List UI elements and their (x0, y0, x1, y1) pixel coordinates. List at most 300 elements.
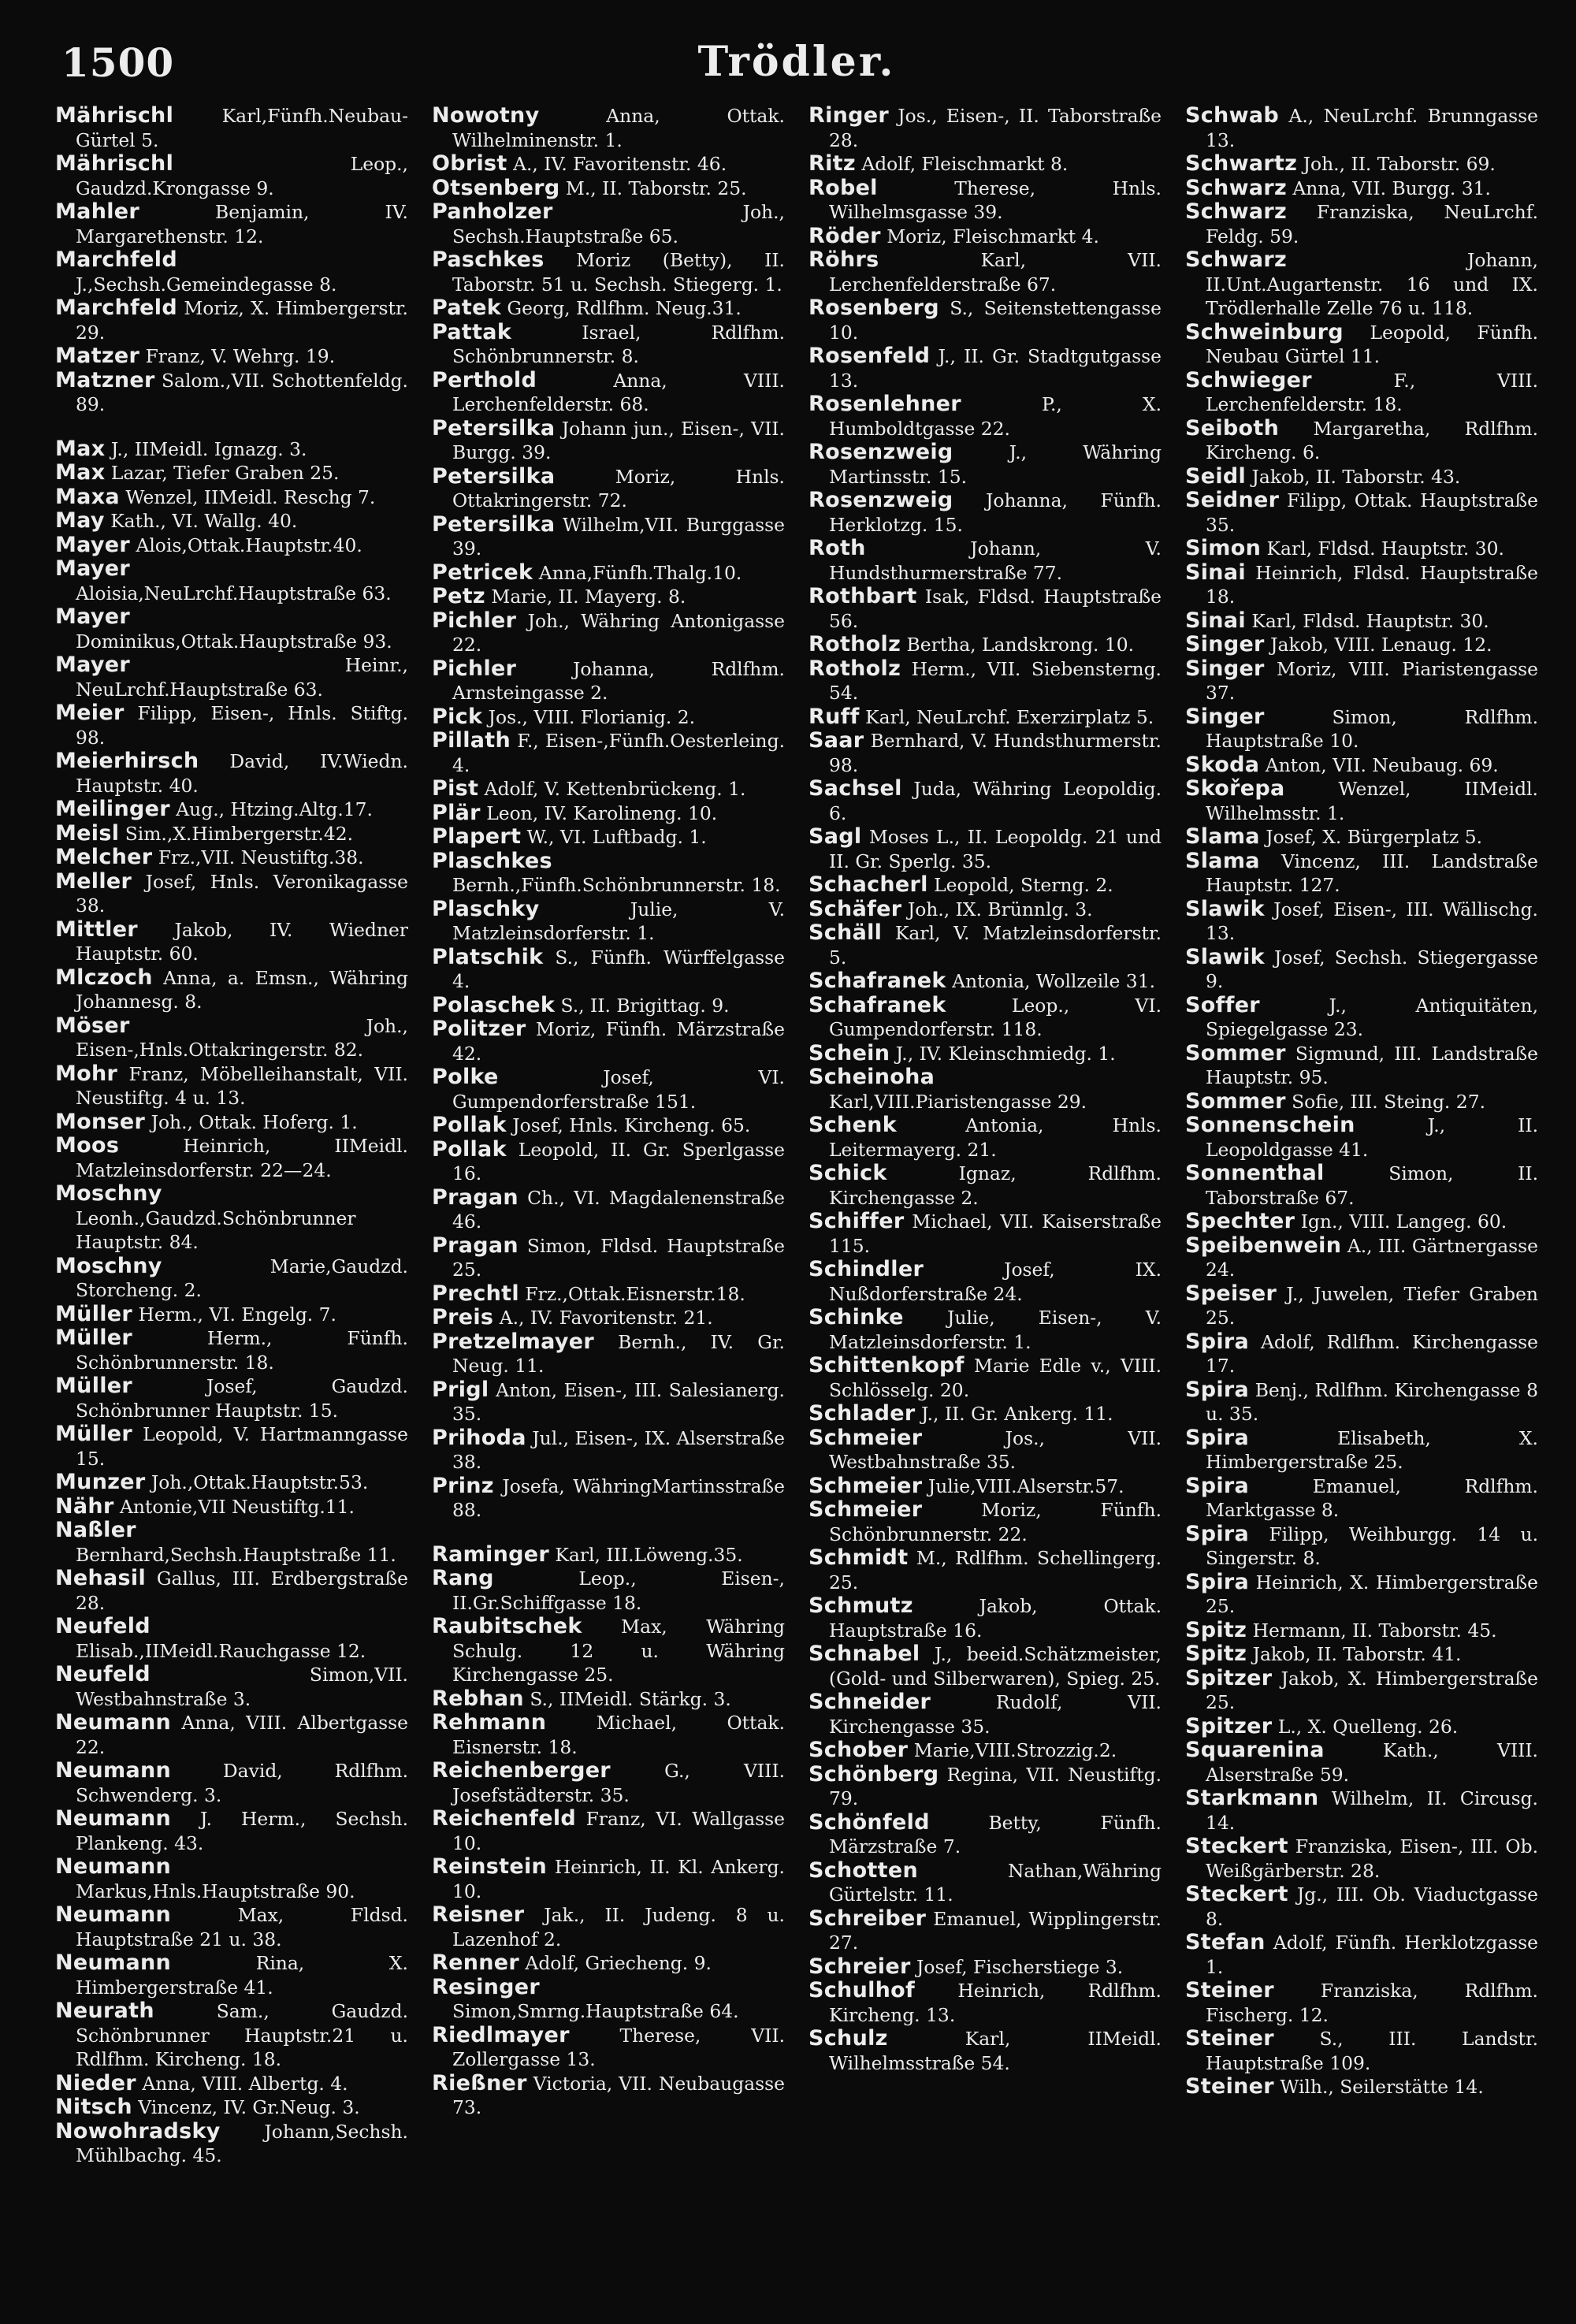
entry-details: Josefa, WähringMartinsstraße 88. (452, 1474, 785, 1521)
directory-entry (1185, 1642, 1538, 1667)
entry-name: Seiboth (1185, 415, 1280, 441)
directory-entry (55, 1855, 408, 1903)
directory-entry (1185, 1979, 1538, 2027)
entry-details: Josef, Fischerstiege 3. (916, 1955, 1124, 1978)
directory-entry (808, 633, 1162, 657)
entry-name: Neumann (55, 1806, 172, 1831)
entry-details: Jakob, Ottak. Hauptstraße 16. (829, 1595, 1162, 1642)
entry-details: Marie Edle v., VIII. Schlösselg. 20. (829, 1355, 1162, 1401)
directory-entry (808, 1042, 1162, 1066)
entry-details: Joh., Eisen-,Hnls.Ottakringerstr. 82. (76, 1014, 408, 1061)
entry-details: Jakob, X. Himbergerstraße 25. (1206, 1667, 1538, 1713)
entry-name: Prechtl (432, 1281, 519, 1306)
entry-details: Joh., Sechsh.Hauptstraße 65. (452, 201, 785, 247)
entry-details: J., IV. Kleinschmiedg. 1. (895, 1042, 1116, 1065)
entry-name: Max (55, 460, 106, 485)
entry-name: Skoda (1185, 752, 1260, 777)
directory-entry (432, 248, 785, 296)
directory-entry (432, 850, 785, 898)
entry-details: Anton, VII. Neubaug. 69. (1265, 753, 1499, 776)
entry-name: Roth (808, 536, 866, 560)
directory-entry (1185, 2027, 1538, 2075)
directory-entry (808, 1955, 1162, 1980)
entry-details: Emanuel, Wipplingerstr. 27. (829, 1907, 1162, 1954)
entry-details: Josef, Eisen-, III. Wällischg. 13. (1206, 898, 1538, 944)
entry-name: Obrist (432, 151, 507, 176)
entry-details: Adolf, Griecheng. 9. (525, 1952, 712, 1974)
entry-details: Lazar, Tiefer Graben 25. (110, 462, 340, 484)
entry-details: A., IV. Favoritenstr. 46. (513, 153, 727, 175)
entry-name: Seidl (1185, 463, 1247, 489)
entry-details: Aloisia,NeuLrchf.Hauptstraße 63. (76, 582, 392, 604)
entry-details: Frz.,Ottak.Eisnerstr.18. (525, 1282, 745, 1305)
directory-entry (55, 344, 408, 369)
entry-name: Schmeier (808, 1497, 923, 1522)
entry-name: Plapert (432, 824, 522, 849)
directory-entry (432, 994, 785, 1018)
entry-name: Schiffer (808, 1209, 905, 1233)
entry-name: Schulhof (808, 1978, 916, 2002)
entry-name: Raminger (432, 1541, 549, 1567)
entry-details: Marie, II. Mayerg. 8. (491, 586, 686, 608)
entry-details: Bertha, Landskrong. 10. (906, 634, 1135, 656)
entry-name: Plär (432, 800, 481, 825)
entry-name: Spira (1185, 1521, 1250, 1546)
directory-entry (1185, 825, 1538, 850)
directory-entry (55, 437, 408, 462)
entry-details: Herm., VII. Siebensterng. 54. (829, 657, 1162, 704)
directory-entry (432, 200, 785, 248)
entry-name: Soffer (1185, 992, 1260, 1017)
entry-name: Mayer (55, 532, 130, 557)
directory-entry (432, 1138, 785, 1186)
entry-name: Pichler (432, 656, 517, 681)
directory-entry (808, 729, 1162, 777)
entry-details: Adolf, Rdlfhm. Kirchengasse 17. (1206, 1330, 1538, 1377)
directory-entry (55, 509, 408, 534)
entry-details: Moses L., II. Leopoldg. 21 und II. Gr. Sperlg. 35. (829, 826, 1162, 872)
entry-details: Karl,VIII.Piaristengasse 29. (829, 1090, 1087, 1113)
entry-details: Gallus, III. Erdbergstraße 28. (76, 1567, 408, 1614)
directory-entry (432, 417, 785, 465)
directory-entry (55, 1663, 408, 1711)
entry-details: Anna, Ottak. Wilhelminenstr. 1. (452, 105, 785, 151)
entry-name: Prigl (432, 1377, 489, 1402)
directory-entry (432, 1687, 785, 1712)
entry-details: Jg., III. Ob. Viaductgasse 8. (1206, 1883, 1538, 1930)
directory-entry (55, 200, 408, 248)
entry-details: Leopold, Sterng. 2. (934, 874, 1113, 896)
entry-name: Rebhan (432, 1686, 524, 1711)
entry-name: Preis (432, 1305, 494, 1329)
directory-entry (808, 225, 1162, 249)
column-2 (432, 104, 785, 2303)
entry-name: Spitzer (1185, 1713, 1273, 1738)
entry-details: P., X. Humboldtgasse 22. (829, 393, 1162, 440)
entry-details: Rudolf, VII. Kirchengasse 35. (829, 1691, 1162, 1738)
directory-entry (432, 1807, 785, 1855)
entry-details: Heinrich, Fldsd. Hauptstraße 18. (1206, 561, 1538, 608)
directory-entry (1185, 200, 1538, 248)
directory-entry (55, 1495, 408, 1519)
directory-entry (808, 1738, 1162, 1763)
page-header (55, 32, 1538, 104)
entry-details: Vincenz, III. Landstraße Hauptstr. 127. (1206, 850, 1538, 896)
entry-details: S., III. Landstr. Hauptstraße 109. (1206, 2028, 1538, 2074)
entry-name: Moschny (55, 1253, 162, 1278)
entry-name: Mlczoch (55, 965, 153, 990)
entry-name: Schulz (808, 2026, 888, 2051)
entry-name: Röhrs (808, 247, 879, 272)
directory-entry (55, 296, 408, 344)
directory-entry (1185, 1571, 1538, 1619)
entry-name: Spira (1185, 1377, 1250, 1402)
entry-details: Heinr., NeuLrchf.Hauptstraße 63. (76, 654, 408, 701)
entry-name: Schmeier (808, 1425, 923, 1450)
directory-entry (55, 1110, 408, 1135)
entry-name: Rotholz (808, 656, 901, 681)
directory-entry (1185, 248, 1538, 321)
directory-entry (1185, 1619, 1538, 1643)
directory-entry (808, 705, 1162, 730)
directory-entry (432, 1114, 785, 1138)
entry-details: Karl,Fünfh.Neubau-Gürtel 5. (76, 105, 408, 151)
entry-details: Leopold, II. Gr. Sperlgasse 16. (452, 1138, 785, 1184)
entry-name: Reichenfeld (432, 1806, 577, 1831)
directory-entry (1185, 1474, 1538, 1523)
entry-details: F., VIII. Lerchenfelderstr. 18. (1206, 369, 1538, 415)
directory-entry (1185, 1738, 1538, 1787)
entry-name: Pollak (432, 1136, 507, 1162)
directory-entry (55, 798, 408, 822)
directory-entry (55, 1615, 408, 1663)
entry-name: Slama (1185, 848, 1260, 873)
entry-details: Karl, IIMeidl. Wilhelmsstraße 54. (829, 2028, 1162, 2074)
entry-details: Josef, IX. Nußdorferstraße 24. (829, 1259, 1162, 1305)
entry-name: Prihoda (432, 1425, 526, 1450)
entry-name: Ritz (808, 151, 856, 176)
directory-entry (808, 1354, 1162, 1402)
directory-entry (432, 465, 785, 513)
entry-details: Jak., II. Judeng. 8 u. Lazenhof 2. (452, 1904, 785, 1950)
entry-name: Sachsel (808, 776, 902, 801)
directory-entry (808, 1642, 1162, 1690)
entry-name: Meisl (55, 820, 120, 846)
entry-details: Johann, V. Hundsthurmerstraße 77. (829, 537, 1162, 584)
entry-details: Ign., VIII. Langeg. 60. (1300, 1210, 1507, 1233)
entry-name: Monser (55, 1109, 146, 1134)
entry-name: Slawik (1185, 944, 1265, 969)
directory-entry (1185, 2075, 1538, 2099)
directory-entry (808, 1907, 1162, 1955)
entry-name: Müller (55, 1422, 133, 1446)
entry-name: Renner (432, 1950, 519, 1975)
directory-entry (55, 1422, 408, 1471)
directory-entry (808, 1979, 1162, 2027)
directory-entry (432, 1378, 785, 1426)
directory-entry (432, 321, 785, 369)
entry-details: Johann, II.Unt.Augartenstr. 16 und IX. Trödlerhalle Zelle 76 u. 118. (1206, 249, 1538, 319)
entry-details: Filipp, Ottak. Hauptstraße 35. (1206, 489, 1538, 536)
directory-entry (432, 1426, 785, 1474)
entry-name: Petersilka (432, 415, 556, 441)
directory-entry (1185, 994, 1538, 1042)
entry-details: Heinrich, II. Kl. Ankerg. 10. (452, 1856, 785, 1902)
directory-entry (55, 485, 408, 510)
directory-entry (1185, 489, 1538, 537)
entry-name: Müller (55, 1301, 133, 1326)
directory-entry (432, 825, 785, 850)
entry-name: Squarenina (1185, 1738, 1325, 1762)
directory-entry (432, 1543, 785, 1567)
entry-details: Karl, Fldsd. Hauptstr. 30. (1266, 537, 1504, 560)
directory-entry (55, 870, 408, 918)
entry-name: Moschny (55, 1181, 162, 1206)
directory-entry (432, 2024, 785, 2072)
entry-name: Schindler (808, 1257, 924, 1281)
entry-details: Jakob, IV. Wiedner Hauptstr. 60. (76, 918, 408, 965)
directory-entry (55, 1182, 408, 1255)
entry-details: Betty, Fünfh. Märzstraße 7. (829, 1811, 1162, 1857)
directory-entry (808, 1258, 1162, 1306)
entry-details: Bernh.,Fünfh.Schönbrunnerstr. 18. (452, 874, 781, 896)
directory-entry (808, 969, 1162, 994)
directory-entry (55, 822, 408, 846)
entry-details: Israel, Rdlfhm. Schönbrunnerstr. 8. (452, 321, 785, 367)
directory-entry (808, 248, 1162, 296)
entry-name: Steckert (1185, 1834, 1288, 1858)
entry-details: Benj., Rdlfhm. Kirchengasse 8 u. 35. (1206, 1378, 1538, 1425)
entry-name: Speiser (1185, 1281, 1277, 1306)
entry-name: Sonnenschein (1185, 1113, 1355, 1137)
entry-details: Julie,VIII.Alserstr.57. (927, 1474, 1124, 1497)
entry-details: Adolf, V. Kettenbrückeng. 1. (484, 778, 746, 800)
entry-details: Karl, Fldsd. Hauptstr. 30. (1251, 609, 1489, 632)
directory-entry (432, 898, 785, 946)
entry-details: Anton, Eisen-, III. Salesianerg. 35. (452, 1378, 785, 1425)
entry-name: Neufeld (55, 1614, 151, 1638)
entry-details: Jakob, VIII. Lenaug. 12. (1270, 634, 1492, 656)
entry-details: Frz.,VII. Neustiftg.38. (158, 846, 364, 868)
entry-name: Schotten (808, 1857, 918, 1883)
entry-details: J., IIMeidl. Ignazg. 3. (110, 437, 307, 460)
entry-details: Adolf, Fleischmarkt 8. (861, 153, 1069, 175)
entry-name: Petersilka (432, 511, 556, 537)
entry-name: Spira (1185, 1329, 1250, 1354)
entry-name: Naßler (55, 1518, 136, 1542)
directory-entry (432, 1903, 785, 1951)
directory-entry (808, 1474, 1162, 1499)
directory-entry (432, 1474, 785, 1523)
entry-name: Moos (55, 1133, 120, 1158)
entry-name: Schwieger (1185, 367, 1312, 392)
entry-name: Rang (432, 1566, 494, 1590)
entry-name: Simon (1185, 536, 1262, 560)
directory-entry (808, 777, 1162, 825)
entry-name: Spira (1185, 1569, 1250, 1594)
entry-details: Wenzel, IIMeidl. Reschg 7. (125, 485, 376, 508)
entry-details: J., II. Gr. Stadtgutgasse 13. (829, 345, 1162, 392)
entry-details: Regina, VII. Neustiftg. 79. (829, 1763, 1162, 1809)
entry-name: Prinz (432, 1473, 494, 1498)
entry-name: Paschkes (432, 247, 545, 272)
entry-details: Wilh., Seilerstätte 14. (1280, 2076, 1484, 2098)
entry-details: S., II. Brigittag. 9. (560, 994, 730, 1017)
directory-entry (432, 104, 785, 152)
directory-entry (1185, 1282, 1538, 1330)
entry-name: Politzer (432, 1017, 526, 1041)
entry-details: Anna, a. Emsn., Währing Johannesg. 8. (76, 966, 408, 1013)
entry-name: Sinai (1185, 608, 1246, 633)
entry-name: Schönfeld (808, 1809, 930, 1835)
directory-entry (55, 966, 408, 1014)
entry-name: Platschik (432, 944, 544, 969)
directory-entry (55, 1951, 408, 1999)
entry-details: Anna, VIII. Albertg. 4. (142, 2072, 348, 2095)
directory-entry (55, 1374, 408, 1422)
entry-name: Neufeld (55, 1662, 151, 1686)
entry-name: Perthold (432, 367, 537, 392)
entry-details: Moriz, Hnls. Ottakringerstr. 72. (452, 465, 785, 511)
entry-details: Leopold, V. Hartmanngasse 15. (76, 1423, 408, 1470)
directory-entry (808, 1065, 1162, 1114)
entry-details: Josef, Hnls. Veronikagasse 38. (76, 870, 408, 917)
entry-details: Max, Fldsd. Hauptstraße 21 u. 38. (76, 1904, 408, 1950)
directory-entry (55, 1567, 408, 1615)
entry-name: May (55, 508, 105, 533)
entry-name: Rosenzweig (808, 440, 953, 464)
column-3 (808, 104, 1162, 2303)
directory-entry (1185, 1330, 1538, 1378)
column-4 (1185, 104, 1538, 2303)
directory-entry (55, 1062, 408, 1110)
column-1 (55, 104, 408, 2303)
directory-entry (55, 1711, 408, 1759)
entry-name: Rosenlehner (808, 392, 961, 416)
entry-name: Pollak (432, 1113, 507, 1137)
entry-name: Ruff (808, 704, 860, 729)
directory-entry (432, 1186, 785, 1234)
entry-details: S., Fünfh. Würffelgasse 4. (452, 946, 785, 992)
directory-entry (55, 2095, 408, 2120)
entry-name: Schönberg (808, 1761, 939, 1787)
directory-entry (1185, 104, 1538, 152)
directory-entry (808, 441, 1162, 489)
entry-name: Sagl (808, 824, 862, 849)
directory-entry (1185, 1715, 1538, 1739)
entry-details: A., NeuLrchf. Brunngasse 13. (1206, 105, 1538, 151)
entry-name: Schober (808, 1738, 909, 1762)
directory-entry (55, 1303, 408, 1327)
entry-name: Reisner (432, 1902, 525, 1927)
directory-entry (55, 2120, 408, 2168)
entry-details: G., VIII. Josefstädterstr. 35. (452, 1760, 785, 1806)
entry-details: Leonh.,Gaudzd.Schönbrunner Hauptstr. 84. (76, 1207, 356, 1253)
entry-details: J.,Sechsh.Gemeindegasse 8. (76, 273, 337, 296)
entry-details: Heinrich, X. Himbergerstraße 25. (1206, 1571, 1538, 1617)
entry-details: J., Juwelen, Tiefer Graben 25. (1206, 1282, 1538, 1329)
directory-entry (432, 657, 785, 705)
entry-name: Robel (808, 175, 878, 200)
directory-entry (55, 104, 408, 152)
entry-details: S., Seitenstettengasse 10. (829, 297, 1162, 344)
directory-entry (808, 152, 1162, 177)
entry-details: Vincenz, IV. Gr.Neug. 3. (138, 2096, 360, 2118)
entry-details: L., X. Quelleng. 26. (1277, 1715, 1459, 1738)
directory-entry (1185, 633, 1538, 657)
directory-entry (1185, 753, 1538, 778)
directory-entry (808, 657, 1162, 705)
entry-name: Slama (1185, 824, 1260, 849)
directory-entry (808, 825, 1162, 873)
entry-name: Spitz (1185, 1642, 1247, 1666)
directory-entry (55, 1807, 408, 1855)
entry-name: Seidner (1185, 488, 1280, 512)
entry-name: Spitzer (1185, 1665, 1273, 1690)
directory-entry (432, 1759, 785, 1807)
entry-details: J., beeid.Schätzmeister, (Gold- und Silberwaren), Spieg. 25. (829, 1643, 1162, 1690)
directory-entry (808, 2027, 1162, 2075)
entry-details: Franziska, Eisen-, III. Ob. Weißgärberstr. 28. (1206, 1835, 1538, 1882)
entry-details: Salom.,VII. Schottenfeldg. 89. (76, 369, 408, 415)
entry-name: Ringer (808, 104, 890, 128)
directory-entry (808, 537, 1162, 585)
directory-entry (808, 994, 1162, 1042)
directory-entry (55, 1519, 408, 1567)
entry-name: Polaschek (432, 992, 556, 1017)
entry-details: J., Währing Martinsstr. 15. (829, 441, 1162, 488)
entry-details: Nathan,Währing Gürtelstr. 11. (829, 1859, 1162, 1906)
directory-entry (808, 585, 1162, 633)
entry-name: Sommer (1185, 1040, 1286, 1065)
entry-details: Benjamin, IV. Margarethenstr. 12. (76, 201, 408, 247)
entry-details: Sigmund, III. Landstraße Hauptstr. 95. (1206, 1042, 1538, 1088)
entry-name: Schmutz (808, 1593, 913, 1618)
entry-details: Joh., II. Taborstr. 69. (1303, 153, 1496, 175)
entry-details: Josef, Sechsh. Stiegergasse 9. (1206, 946, 1538, 992)
entry-name: Spira (1185, 1425, 1250, 1450)
entry-name: Pillath (432, 728, 511, 753)
directory-entry (1185, 369, 1538, 417)
directory-entry (55, 701, 408, 749)
directory-entry (1185, 1835, 1538, 1883)
entry-details: Filipp, Weihburgg. 14 u. Singerstr. 8. (1206, 1523, 1538, 1569)
entry-details: Simon, II. Taborstraße 67. (1206, 1162, 1538, 1209)
entry-name: Melcher (55, 845, 153, 869)
entry-name: Spitz (1185, 1617, 1247, 1642)
entry-name: Mayer (55, 604, 130, 629)
entry-name: Singer (1185, 632, 1265, 656)
entry-details: Juda, Währing Leopoldig. 6. (829, 778, 1162, 824)
directory-entry (1185, 561, 1538, 609)
directory-entry (1185, 609, 1538, 634)
directory-entry (808, 489, 1162, 537)
entry-name: Stefan (1185, 1930, 1266, 1954)
entry-details: Franziska, NeuLrchf. Feldg. 59. (1206, 201, 1538, 247)
entry-name: Müller (55, 1326, 133, 1350)
entry-name: Maxa (55, 484, 120, 509)
entry-name: Plaschkes (432, 848, 552, 873)
entry-name: Neumann (55, 1710, 172, 1735)
entry-details: Moriz, Fleischmarkt 4. (886, 225, 1099, 247)
entry-details: Isak, Fldsd. Hauptstraße 56. (829, 586, 1162, 632)
entry-name: Rotholz (808, 632, 901, 656)
entry-details: Heinrich, IIMeidl. Matzleinsdorferstr. 22—24. (76, 1135, 408, 1181)
directory-entry (808, 1546, 1162, 1594)
entry-name: Sinai (1185, 560, 1246, 585)
entry-name: Rießner (432, 2070, 527, 2095)
entry-name: Riedlmayer (432, 2022, 570, 2047)
